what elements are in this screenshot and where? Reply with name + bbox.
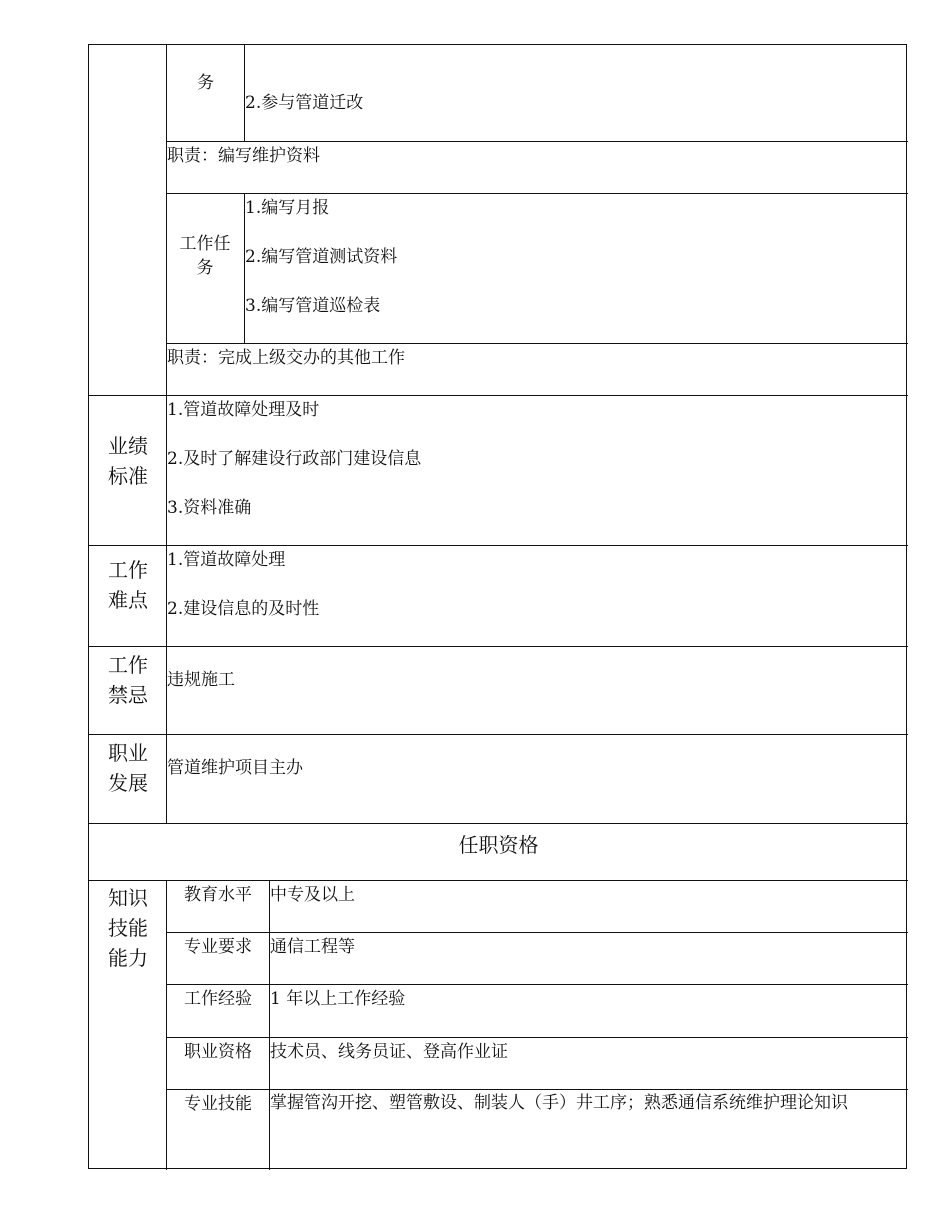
divider	[166, 1089, 908, 1090]
divider	[89, 545, 908, 546]
task-label: 务	[197, 73, 214, 93]
qualification-value: 1 年以上工作经验	[270, 989, 406, 1009]
divider	[89, 823, 908, 824]
job-description-table	[88, 44, 907, 1169]
qualification-name: 职业资格	[184, 1042, 252, 1062]
performance-item: 1.管道故障处理及时	[167, 400, 320, 420]
taboos-label: 工作禁忌	[108, 653, 148, 707]
divider	[166, 880, 167, 1170]
qualification-value: 掌握管沟开挖、塑管敷设、制装人（手）井工序；熟悉通信系统维护理论知识	[270, 1093, 848, 1113]
divider	[166, 141, 908, 142]
skills-group-label: 知识技能能力	[108, 886, 148, 970]
performance-label: 业绩标准	[108, 434, 148, 488]
difficulty-item: 2.建设信息的及时性	[167, 599, 320, 619]
qualification-name: 专业技能	[184, 1094, 252, 1114]
qualification-name: 工作经验	[184, 989, 252, 1009]
taboos-value: 违规施工	[167, 670, 235, 690]
qualification-value: 中专及以上	[270, 885, 355, 905]
divider	[166, 193, 908, 194]
divider	[166, 932, 908, 933]
difficulty-item: 1.管道故障处理	[167, 550, 286, 570]
duty-title: 职责：编写维护资料	[167, 146, 320, 166]
qualifications-title: 任职资格	[458, 833, 539, 857]
qualification-value: 通信工程等	[270, 937, 355, 957]
divider	[166, 984, 908, 985]
task-item: 3.编写管道巡检表	[245, 296, 381, 316]
duty-title: 职责：完成上级交办的其他工作	[167, 348, 405, 368]
divider	[89, 880, 908, 881]
divider	[89, 734, 908, 735]
career-value: 管道维护项目主办	[167, 758, 303, 778]
difficulties-label: 工作难点	[108, 558, 148, 612]
task-item: 2.参与管道迁改	[245, 93, 364, 113]
divider	[166, 343, 908, 344]
divider	[166, 1037, 908, 1038]
performance-item: 2.及时了解建设行政部门建设信息	[167, 449, 422, 469]
performance-item: 3.资料准确	[167, 498, 252, 518]
qualification-value: 技术员、线务员证、登高作业证	[270, 1042, 508, 1062]
task-item: 1.编写月报	[245, 198, 330, 218]
qualification-name: 专业要求	[184, 937, 252, 957]
qualification-name: 教育水平	[184, 885, 252, 905]
divider	[89, 395, 908, 396]
task-item: 2.编写管道测试资料	[245, 247, 398, 267]
career-label: 职业发展	[108, 741, 148, 795]
divider	[269, 880, 270, 1170]
task-label: 工作任务	[179, 234, 231, 278]
divider	[89, 646, 908, 647]
